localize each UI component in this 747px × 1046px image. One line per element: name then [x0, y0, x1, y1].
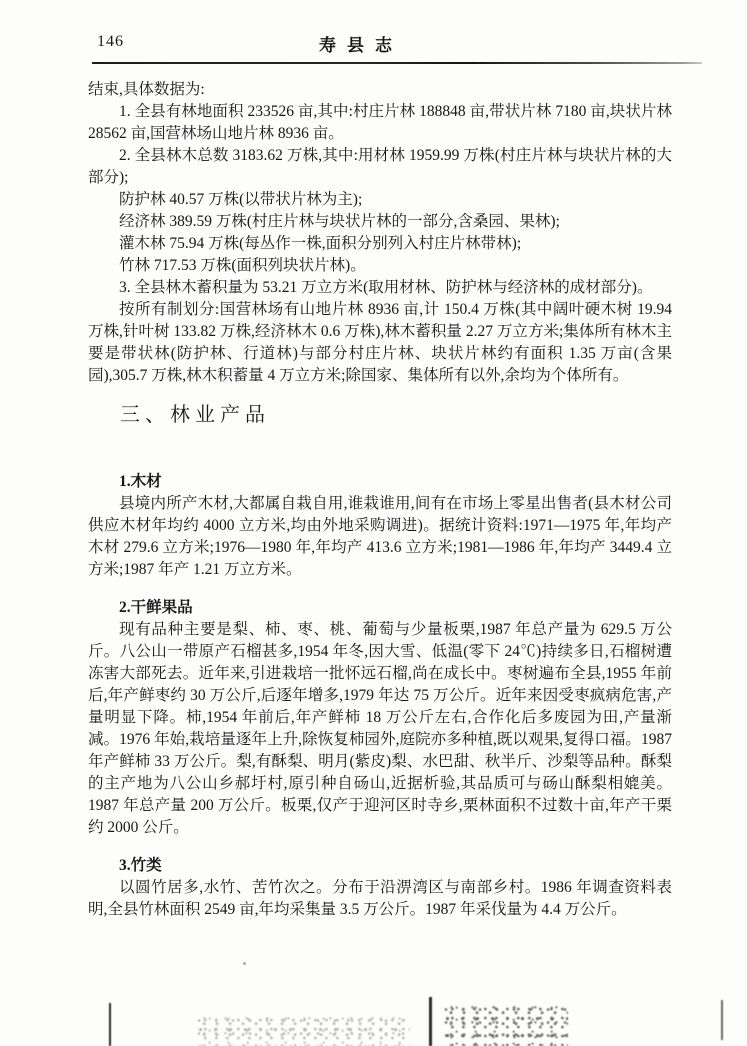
list-item-shelter-forest: 防护林 40.57 万株(以带状片林为主); — [119, 191, 363, 208]
section-heading-forestry-products: 三、林业产品 — [120, 404, 270, 426]
scan-artifact-line-right — [721, 1000, 723, 1040]
scan-artifact-smudge-center — [196, 1016, 410, 1046]
paragraph-stock-volume: 3. 全县林木蓄积量为 53.21 万立方米(取用材林、防护林与经济林的成材部分)。 — [119, 279, 653, 296]
paragraph-tree-total: 2. 全县林木总数 3183.62 万株,其中:用材林 1959.99 万株(村庄片林与块状片林的大部分); — [88, 147, 672, 186]
list-item-economic-forest: 经济林 389.59 万株(村庄片林与块状片林的一部分,含桑园、果林); — [119, 213, 560, 230]
sub-heading-bamboo: 3.竹类 — [119, 857, 162, 874]
paragraph-ownership: 按所有制划分:国营林场有山地片林 8936 亩,计 150.4 万株(其中阔叶硬木树 19.94 万株,针叶树 133.82 万株,经济林木 0.6 万株),林木蓄积量 2.27 万立方米;集体所有林木主要是带状林(防护林、行道林)与部分村庄片林、块状片林约有面积 1.35 万亩(含果园),305.7 万株,林木积蓄量 4 万立方米;除国家、集体所有以外,余均为个体所有。 — [88, 301, 672, 384]
paragraph-continuation: 结束,具体数据为: — [88, 81, 205, 98]
page-number: 146 — [97, 33, 124, 50]
paragraph-timber: 县境内所产木材,大都属自栽自用,谁栽谁用,间有在市场上零星出售者(县木材公司供应木材年均约 4000 立方米,均由外地采购调进)。据统计资料:1971—1975 年,年均产木材 279.6 立方米;1976—1980 年,年均产 413.6 立方米;1981—1986 年,年均产 3449.4 立方米;1987 年产 1.21 万立方米。 — [88, 495, 672, 578]
scan-artifact-smudge-right — [443, 1005, 568, 1046]
header-rule — [92, 62, 702, 64]
scan-artifact-line-middle — [429, 997, 432, 1046]
list-item-shrub-forest: 灌木林 75.94 万株(每丛作一株,面积分别列入村庄片林带林); — [119, 235, 522, 252]
page-body — [88, 79, 672, 921]
sub-heading-fruit: 2.干鲜果品 — [119, 599, 193, 616]
sub-heading-timber: 1.木材 — [119, 473, 162, 490]
paragraph-fruit: 现有品种主要是梨、柿、枣、桃、葡萄与少量板栗,1987 年总产量为 629.5 万公斤。八公山一带原产石榴甚多,1954 年冬,因大雪、低温(零下 24℃)持续多日,石榴树遭冻害大部死去。近年来,引进栽培一批怀远石榴,尚在成长中。枣树遍布全县,1955 年前后,年产鲜枣约 30 万公斤,后逐年增多,1979 年达 75 万公斤。近年来因受枣疯病危害,产量明显下降。柿,1954 年前后,年产鲜柿 18 万公斤左右,合作化后多废园为田,产量渐减。1976 年始,栽培量逐年上升,除恢复柿园外,庭院亦多种植,既以观果,复得口福。1987 年产鲜柿 33 万公斤。梨,有酥梨、明月(紫皮)梨、水巴甜、秋半斤、沙梨等品种。酥梨的主产地为八公山乡郝圩村,原引种自砀山,近据析验,其品质可与砀山酥梨相媲美。1987 年总产量 200 万公斤。板栗,仅产于迎河区时寺乡,栗林面积不过数十亩,年产干栗约 2000 公斤。 — [88, 621, 672, 836]
list-item-bamboo-forest: 竹林 717.53 万株(面积列块状片林)。 — [119, 257, 366, 274]
scan-artifact-line-left — [109, 1003, 111, 1046]
scan-artifact-speck — [243, 962, 246, 965]
paragraph-bamboo: 以圆竹居多,水竹、苦竹次之。分布于沿淠湾区与南部乡村。1986 年调查资料表明,全县竹林面积 2549 亩,年均采集量 3.5 万公斤。1987 年采伐量为 4.4 万公斤。 — [88, 879, 672, 918]
book-title: 寿县志 — [319, 36, 403, 55]
paragraph-forest-area: 1. 全县有林地面积 233526 亩,其中:村庄片林 188848 亩,带状片林 7180 亩,块状片林 28562 亩,国营林场山地片林 8936 亩。 — [88, 103, 672, 142]
